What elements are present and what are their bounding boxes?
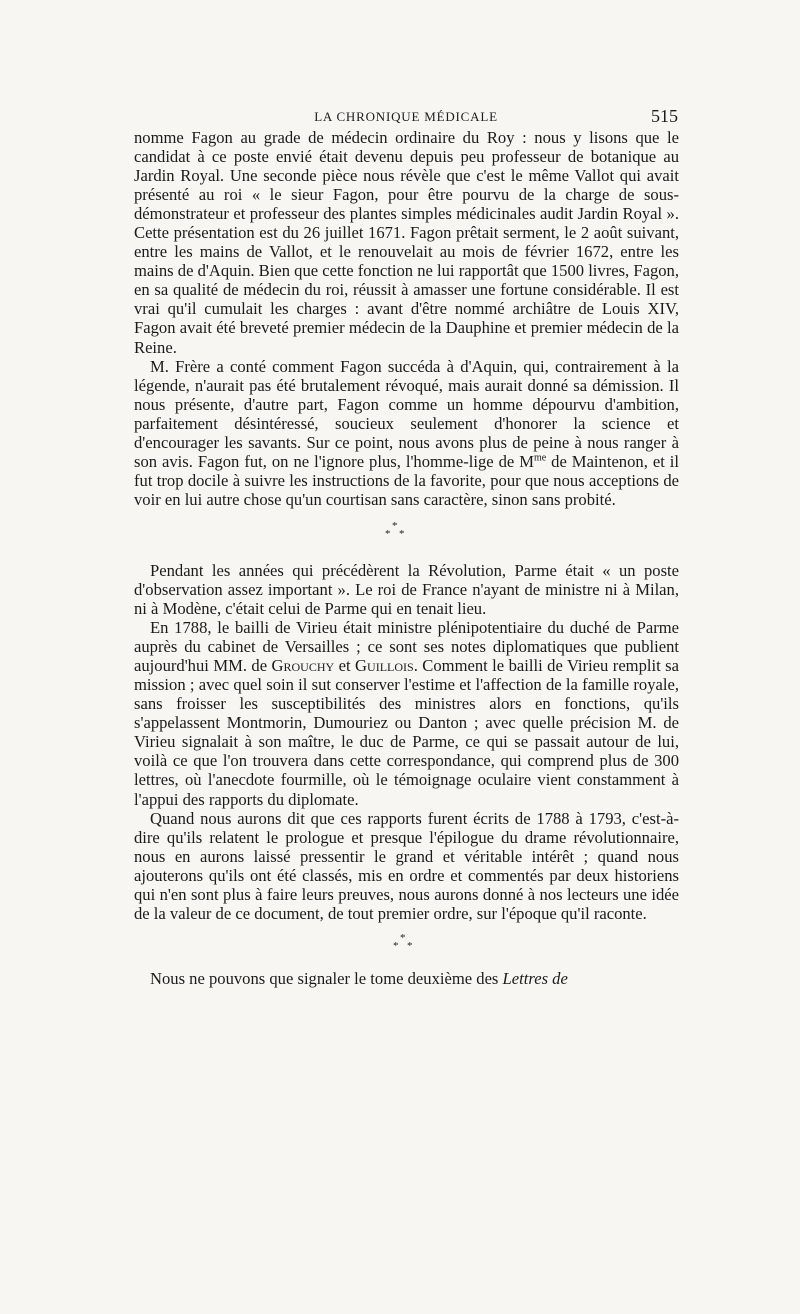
paragraph-text: . Comment le bailli de Virieu remplit sa mission ; avec quel soin il sut conserver l'estime et l'affection de la famille royale, sans froisser les susceptibilités des ministres alors en fonctions, qu'ils s'appelassent Montmorin, Dumouriez ou Danton ; avec quelle précision M. de Virieu signalait à son maître, le duc de Parme, ce qui se passait autour de lui, voilà ce que l'on trouvera dans cette correspondance, qui comprend plus de 300 lettres, où l'anecdote fourmille, où le témoignage oculaire vient constamment à l'appui des rapports du diplomate. [134, 656, 679, 809]
article-body [134, 128, 679, 988]
asterisk-glyph: * [393, 939, 399, 952]
paragraph-text: Nous ne pouvons que signaler le tome deuxième des [150, 968, 503, 988]
paragraph-text: En 1788, le bailli de Virieu était ministre plénipotentiaire du duché de Parme auprès du cabinet de Versailles ; ce sont ses notes diplomatiques que publient aujourd'hui MM. de [134, 618, 679, 676]
superscript-me: me [533, 452, 547, 464]
author-name-grouchy: Grouchy [271, 656, 335, 676]
section-asterism [134, 923, 679, 969]
page-number: 515 [651, 106, 678, 126]
running-header [134, 106, 678, 128]
paragraph-virieu [134, 618, 679, 808]
paragraph-text: de Maintenon, et il fut trop docile à suivre les instructions de la favorite, pour que nous acceptions de voir en lui autre chose qu'un courtisan sans caractère, sinon sans probité. [134, 451, 679, 509]
paragraph-fagon-charges: nomme Fagon au grade de médecin ordinaire du Roy : nous y lisons que le candidat à ce poste envié était devenu depuis peu professeur de botanique au Jardin Royal. Une seconde pièce nous révèle que c'est le même Vallot qui avait présenté au roi « le sieur Fagon, pour être pourvu de la charge de sous-démonstrateur et professeur des plantes simples médicinales audit Jardin Royal ». Cette présentation est du 26 juillet 1671. Fagon prêtait serment, le 2 août suivant, entre les mains de Vallot, et le renouvelait au mois de février 1672, entre les mains de d'Aquin. Bien que cette fonction ne lui rapportât que 1500 livres, Fagon, en sa qualité de médecin du roi, réussit à amasser une fortune considérable. Il est vrai qu'il cumulait les charges : avant d'être nommé archiâtre de Louis XIV, Fagon avait été breveté premier médecin de la Dauphine et premier médecin de la Reine. [134, 128, 679, 357]
paragraph-parme: Pendant les années qui précédèrent la Révolution, Parme était « un poste d'observation assez important ». Le roi de France n'ayant de ministre ni à Milan, ni à Modène, c'était celui de Parme qui en tenait lieu. [134, 560, 679, 619]
paragraph-frere-fagon [134, 357, 679, 509]
paragraph-rapports: Quand nous aurons dit que ces rapports furent écrits de 1788 à 1793, c'est-à-dire qu'ils relatent le prologue et presque l'épilogue du drame révolutionnaire, nous en aurons laissé pressentir le grand et véritable intérêt ; quand nous ajouterons qu'ils ont été classés, mis en ordre et commentés par deux historiens qui n'en sont plus à faire leurs preuves, nous aurons donné à nos lecteurs une idée de la valeur de ce document, de tout premier ordre, sur l'époque qu'il raconte. [134, 808, 679, 923]
asterisk-glyph: * [399, 527, 405, 540]
author-name-guillois: Guillois [355, 656, 414, 676]
asterisk-glyph: * [385, 527, 391, 540]
asterisk-glyph: * [407, 939, 413, 952]
asterisk-glyph: * [392, 519, 398, 532]
running-title: LA CHRONIQUE MÉDICALE [314, 109, 498, 124]
section-asterism [134, 509, 679, 561]
paragraph-text: M. Frère a conté comment Fagon succéda à d'Aquin, qui, contrairement à la légende, n'aurait pas été brutalement révoqué, mais aurait donné sa démission. Il nous présente, d'autre part, Fagon comme un homme dépourvu d'ambition, parfaitement désintéressé, soucieux seulement d'honorer la science et d'encourager les savants. Sur ce point, nous avons plus de peine à nous ranger à son avis. Fagon fut, on ne l'ignore plus, l'homme-lige de M [134, 356, 679, 471]
book-title-italic: Lettres de [502, 968, 568, 988]
paragraph-text: et [334, 656, 356, 676]
asterisk-glyph: * [400, 931, 406, 944]
paragraph-lettres [134, 969, 679, 988]
